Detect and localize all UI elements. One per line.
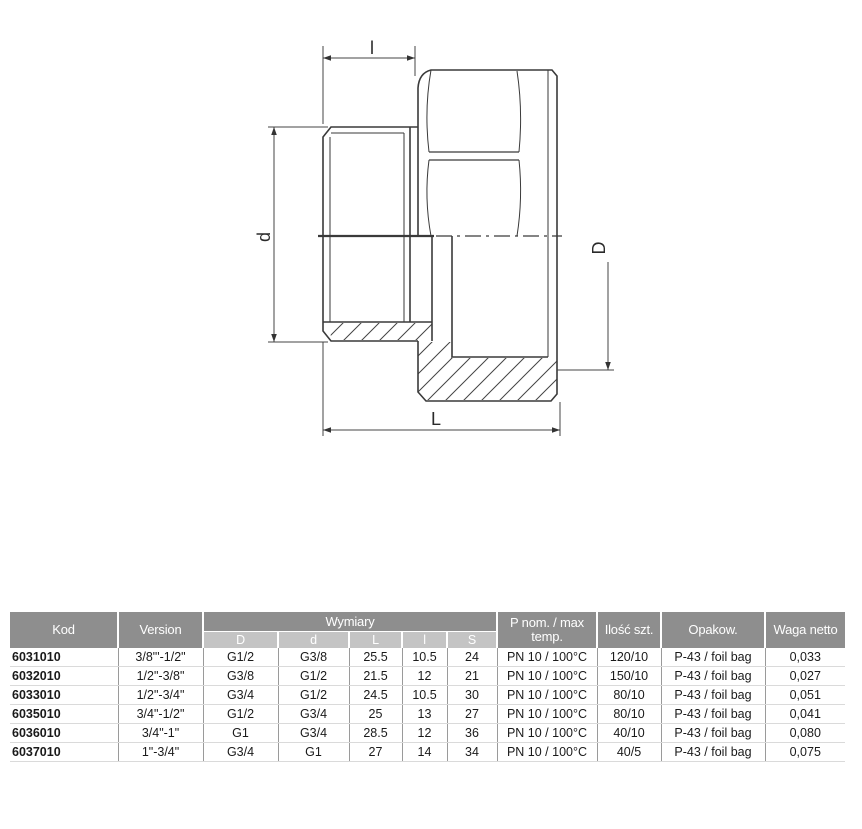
- cell-version: 1/2"-3/8": [118, 667, 203, 686]
- cell-pack: P-43 / foil bag: [661, 667, 765, 686]
- cell-S: 21: [447, 667, 497, 686]
- cell-kod: 6036010: [10, 724, 118, 743]
- cell-pnom: PN 10 / 100°C: [497, 686, 597, 705]
- table-row: [10, 724, 845, 743]
- cell-l: 12: [402, 667, 447, 686]
- spec-table: [10, 612, 845, 762]
- cell-version: 1/2"-3/4": [118, 686, 203, 705]
- cell-weight: 0,080: [765, 724, 845, 743]
- header-weight: Waga netto: [765, 612, 845, 648]
- table-row: [10, 667, 845, 686]
- cell-l: 14: [402, 743, 447, 762]
- cell-pack: P-43 / foil bag: [661, 648, 765, 667]
- cell-d: G1/2: [278, 686, 349, 705]
- dimension-label-d: d: [254, 231, 274, 243]
- cell-S: 27: [447, 705, 497, 724]
- table-row: [10, 686, 845, 705]
- female-bore-line: [452, 236, 548, 357]
- cell-D: G1/2: [203, 705, 278, 724]
- header-d: d: [278, 632, 349, 649]
- header-row: [10, 612, 845, 632]
- cell-d: G1/2: [278, 667, 349, 686]
- cell-L: 24.5: [349, 686, 402, 705]
- cell-pnom: PN 10 / 100°C: [497, 667, 597, 686]
- cell-d: G1: [278, 743, 349, 762]
- hex-face-line: [517, 71, 521, 152]
- cell-pack: P-43 / foil bag: [661, 743, 765, 762]
- cell-version: 1"-3/4": [118, 743, 203, 762]
- dimension-label-D: D: [589, 241, 609, 255]
- cell-S: 34: [447, 743, 497, 762]
- cell-pnom: PN 10 / 100°C: [497, 724, 597, 743]
- hatch-male-wall: [330, 323, 432, 340]
- cell-D: G3/4: [203, 686, 278, 705]
- cell-qty: 80/10: [597, 686, 661, 705]
- cell-kod: 6031010: [10, 648, 118, 667]
- hex-face-line: [427, 70, 431, 152]
- cell-kod: 6035010: [10, 705, 118, 724]
- cell-version: 3/8"'-1/2": [118, 648, 203, 667]
- cell-kod: 6033010: [10, 686, 118, 705]
- cell-d: G3/4: [278, 705, 349, 724]
- cell-pnom: PN 10 / 100°C: [497, 705, 597, 724]
- dimension-label-l: l: [370, 38, 374, 58]
- cell-pnom: PN 10 / 100°C: [497, 743, 597, 762]
- table-row: [10, 648, 845, 667]
- cell-pack: P-43 / foil bag: [661, 705, 765, 724]
- cell-D: G3/4: [203, 743, 278, 762]
- header-S: S: [447, 632, 497, 649]
- cell-S: 36: [447, 724, 497, 743]
- header-version: Version: [118, 612, 203, 648]
- cell-version: 3/4"-1/2": [118, 705, 203, 724]
- header-qty: Ilość szt.: [597, 612, 661, 648]
- cell-d: G3/4: [278, 724, 349, 743]
- cell-l: 12: [402, 724, 447, 743]
- hex-outline: [418, 70, 557, 236]
- cell-qty: 120/10: [597, 648, 661, 667]
- header-pnom: P nom. / max temp.: [497, 612, 597, 648]
- table-row: [10, 705, 845, 724]
- cell-L: 21.5: [349, 667, 402, 686]
- cell-qty: 40/10: [597, 724, 661, 743]
- table-row: [10, 743, 845, 762]
- hex-face-line: [517, 160, 521, 236]
- cell-weight: 0,051: [765, 686, 845, 705]
- cell-weight: 0,027: [765, 667, 845, 686]
- cell-l: 10.5: [402, 648, 447, 667]
- cell-D: G1: [203, 724, 278, 743]
- cell-L: 28.5: [349, 724, 402, 743]
- cell-pack: P-43 / foil bag: [661, 686, 765, 705]
- section-hatching: [330, 323, 557, 400]
- cell-D: G3/8: [203, 667, 278, 686]
- cell-kod: 6032010: [10, 667, 118, 686]
- header-kod: Kod: [10, 612, 118, 648]
- header-wymiary: Wymiary: [203, 612, 497, 632]
- cell-qty: 40/5: [597, 743, 661, 762]
- cell-D: G1/2: [203, 648, 278, 667]
- header-L: L: [349, 632, 402, 649]
- cell-pack: P-43 / foil bag: [661, 724, 765, 743]
- cell-qty: 150/10: [597, 667, 661, 686]
- hex-face-line: [427, 160, 431, 236]
- cell-kod: 6037010: [10, 743, 118, 762]
- cell-S: 24: [447, 648, 497, 667]
- cell-d: G3/8: [278, 648, 349, 667]
- cell-weight: 0,075: [765, 743, 845, 762]
- dimension-label-L: L: [430, 409, 442, 429]
- cell-l: 10.5: [402, 686, 447, 705]
- cell-weight: 0,033: [765, 648, 845, 667]
- hatch-female-wall: [418, 342, 557, 400]
- header-D: D: [203, 632, 278, 649]
- header-pack: Opakow.: [661, 612, 765, 648]
- cell-L: 25.5: [349, 648, 402, 667]
- cell-l: 13: [402, 705, 447, 724]
- cell-qty: 80/10: [597, 705, 661, 724]
- cell-L: 27: [349, 743, 402, 762]
- cell-L: 25: [349, 705, 402, 724]
- header-l: l: [402, 632, 447, 649]
- cell-S: 30: [447, 686, 497, 705]
- cell-weight: 0,041: [765, 705, 845, 724]
- cell-version: 3/4"-1": [118, 724, 203, 743]
- cell-pnom: PN 10 / 100°C: [497, 648, 597, 667]
